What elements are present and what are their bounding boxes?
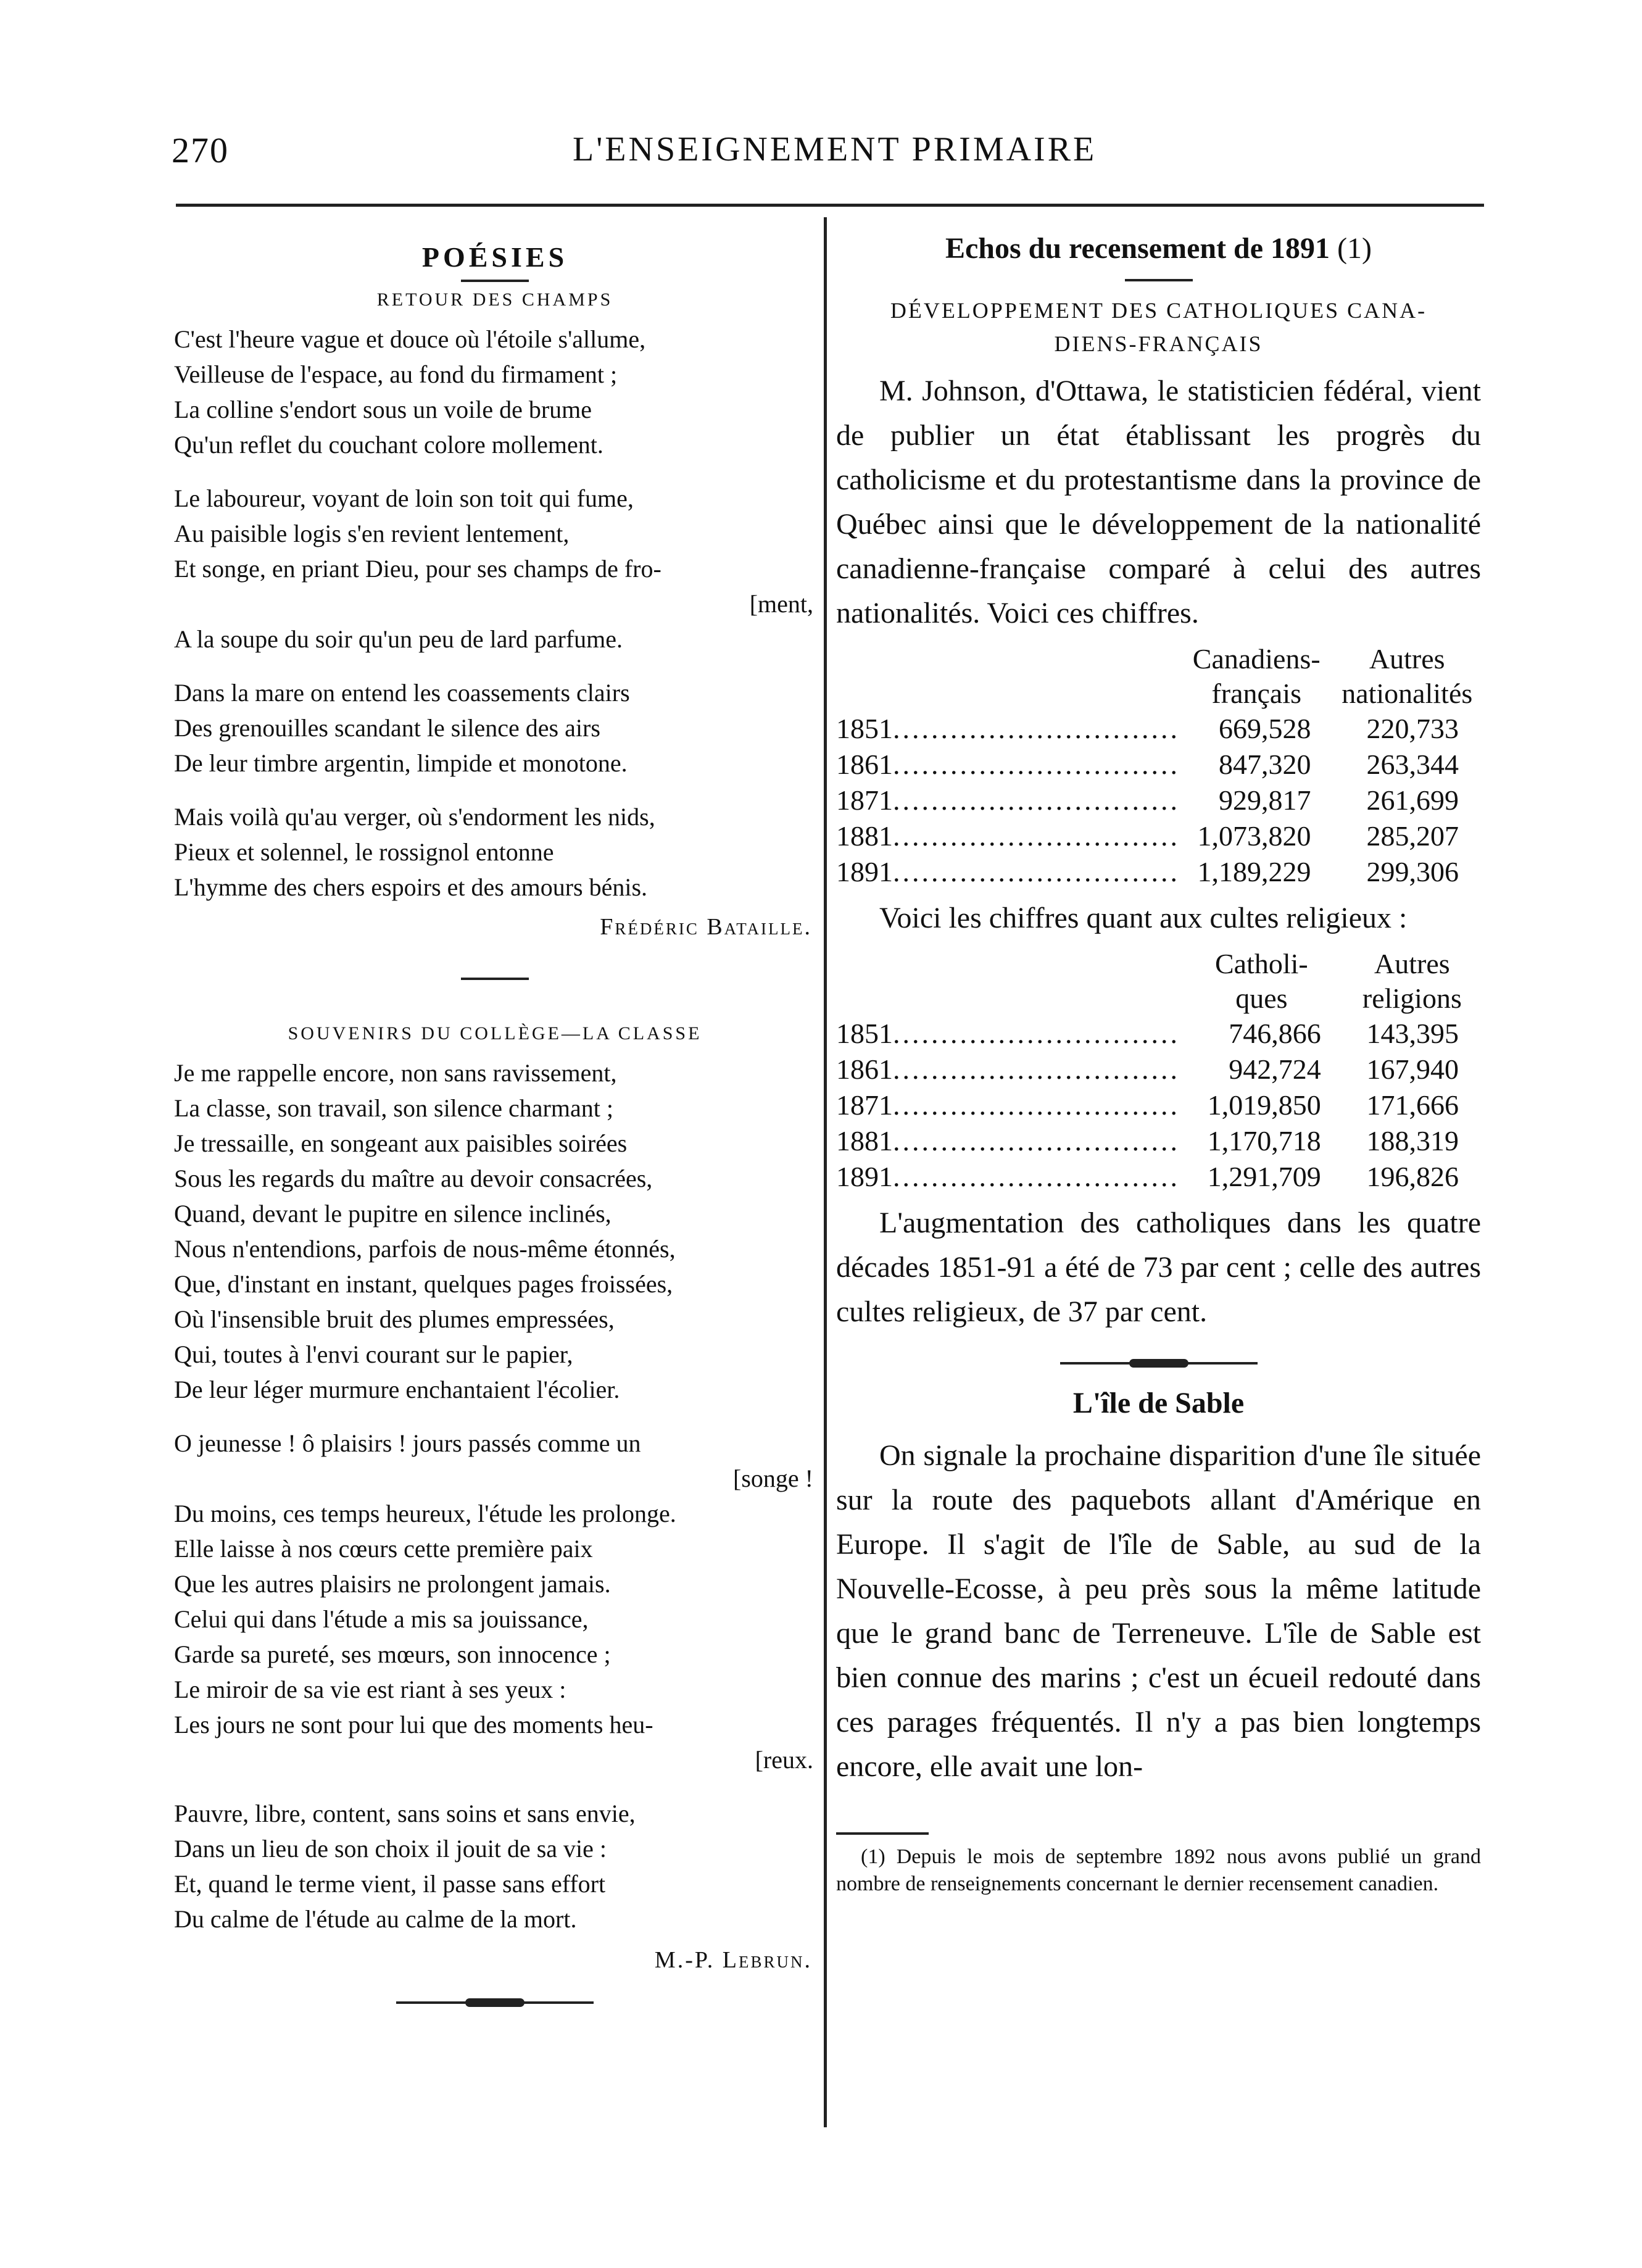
poem-line: Dans un lieu de son choix il jouit de sa vie :: [174, 1835, 607, 1863]
column-divider: [824, 217, 827, 2127]
poem-line: Pauvre, libre, content, sans soins et sans envie,: [174, 1800, 636, 1827]
stanza: [174, 675, 816, 781]
stanza: [174, 799, 816, 905]
poem-line: Sous les regards du maître au devoir consacrées,: [174, 1165, 653, 1192]
poem-line: Qui, toutes à l'envi courant sur le papier,: [174, 1340, 573, 1368]
table-row: 1891.............................. 1,189,229 299,306: [836, 856, 1459, 887]
stanza: [174, 481, 816, 657]
poem-line: Mais voilà qu'au verger, où s'endorment les nids,: [174, 803, 655, 831]
poem-line: Nous n'entendions, parfois de nous-même étonnés,: [174, 1235, 676, 1263]
stanza: [174, 322, 816, 462]
poem-line: Celui qui dans l'étude a mis sa jouissance,: [174, 1605, 589, 1633]
poem-line: Du calme de l'étude au calme de la mort.: [174, 1905, 577, 1933]
poem-line: A la soupe du soir qu'un peu de lard parfume.: [174, 625, 623, 653]
poem-line: De leur timbre argentin, limpide et monotone.: [174, 749, 628, 777]
footnote-ref: (1): [1337, 232, 1372, 265]
paragraph: Voici les chiffres quant aux cultes religieux :: [879, 902, 1408, 934]
poem-souvenirs-du-college: [174, 1055, 816, 1937]
poem-author: Frédéric Bataille.: [600, 914, 812, 940]
poem-line: Et, quand le terme vient, il passe sans effort: [174, 1870, 606, 1898]
column-header: Autres religions: [1362, 948, 1462, 1014]
population-table: [836, 642, 1481, 890]
poem-line: Quand, devant le pupitre en silence inclinés,: [174, 1200, 612, 1227]
poem-line: La colline s'endort sous un voile de brume: [174, 396, 592, 423]
poem-line: De leur léger murmure enchantaient l'écolier.: [174, 1376, 620, 1403]
title-rule: [1125, 279, 1193, 281]
poem-line: Elle laisse à nos cœurs cette première paix: [174, 1535, 593, 1563]
poem-line: Des grenouilles scandant le silence des airs: [174, 714, 600, 742]
poem-line: Du moins, ces temps heureux, l'étude les prolonge.: [174, 1500, 676, 1527]
page-number: 270: [172, 130, 229, 170]
poem-line: Que, d'instant en instant, quelques pages froissées,: [174, 1270, 673, 1298]
title-rule: [461, 280, 529, 282]
poem-title: RETOUR DES CHAMPS: [376, 289, 613, 310]
poem-line: Je tressaille, en songeant aux paisibles soirées: [174, 1129, 628, 1157]
paragraph: On signale la prochaine disparition d'une île située sur la route des paquebots allant d'Amérique en Europe. Il s'agit de l'île de Sable, au sud de la Nouvelle-Ecosse, à peu près sous la même latitude que le grand banc de Terreneuve. L'île de Sable est bien connue des marins ; c'est un écueil redouté dans ces parages fréquentés. Il n'y a pas bien longtemps encore, elle avait une lon-: [836, 1439, 1481, 1783]
header-rule: [176, 204, 1484, 207]
table-row: 1871.............................. 1,019,850 171,666: [836, 1089, 1459, 1121]
poem-line: Dans la mare on entend les coassements clairs: [174, 679, 630, 707]
stanza: [174, 1055, 816, 1407]
table-row: 1891.............................. 1,291,709 196,826: [836, 1161, 1459, 1192]
poem-line: Pieux et solennel, le rossignol entonne: [174, 838, 554, 866]
table-row: 1861.............................. 847,320 263,344: [836, 749, 1459, 780]
poem-line: C'est l'heure vague et douce où l'étoile s'allume,: [174, 325, 646, 353]
poem-line: Je me rappelle encore, non sans ravissement,: [174, 1059, 617, 1087]
column-header: Canadiens- français: [1192, 643, 1321, 709]
poem-line: Et songe, en priant Dieu, pour ses champs de fro-: [174, 555, 661, 583]
table-header-row: [836, 642, 1481, 711]
footnote: (1) Depuis le mois de septembre 1892 nous avons publié un grand nombre de renseignements concernant le dernier recensement canadien.: [836, 1845, 1481, 1895]
ornament-rule: [396, 1998, 594, 2007]
left-column: [174, 235, 816, 2032]
page-header: [172, 130, 1474, 185]
table-row: 1851.............................. 669,528 220,733: [836, 713, 1459, 744]
poem-line: Veilleuse de l'espace, au fond du firmament ;: [174, 360, 618, 388]
right-column: [836, 231, 1481, 1898]
poem-line: Que les autres plaisirs ne prolongent jamais.: [174, 1570, 611, 1598]
subtitle-line: DÉVELOPPEMENT DES CATHOLIQUES CANA-: [890, 298, 1427, 323]
poem-line: L'hymme des chers espoirs et des amours bénis.: [174, 873, 648, 901]
poem-retour-des-champs: [174, 322, 816, 905]
poem-title: SOUVENIRS DU COLLÈGE—LA CLASSE: [288, 1023, 702, 1044]
poem-line: Le laboureur, voyant de loin son toit qui fume,: [174, 484, 634, 512]
separator-rule: [461, 978, 529, 980]
poem-line: Le miroir de sa vie est riant à ses yeux :: [174, 1676, 566, 1703]
table-row: 1881.............................. 1,073,820 285,207: [836, 820, 1459, 852]
ornament-rule: [1060, 1359, 1258, 1368]
table-row: 1871.............................. 929,817 261,699: [836, 784, 1459, 816]
subtitle-line: DIENS-FRANÇAIS: [1054, 331, 1263, 356]
column-header: Autres nationalités: [1341, 643, 1473, 709]
table-header-row: [836, 947, 1481, 1016]
poem-line-continuation: [songe !: [733, 1464, 813, 1492]
subsection-title: L'île de Sable: [1072, 1387, 1245, 1419]
poem-line: Qu'un reflet du couchant colore mollement.: [174, 431, 603, 459]
poem-line: Les jours ne sont pour lui que des moments heu-: [174, 1711, 653, 1738]
poem-line: Où l'insensible bruit des plumes empressées,: [174, 1305, 615, 1333]
stanza: [174, 1426, 816, 1777]
article-title-text: Echos du recensement de 1891: [945, 232, 1330, 265]
paragraph: M. Johnson, d'Ottawa, le statisticien fédéral, vient de publier un état établissant les progrès du catholicisme et du protestantisme dans la province de Québec ainsi que le développement de la nationalité canadienne-française comparé à celui des autres nationalités. Voici ces chiffres.: [836, 375, 1481, 629]
poem-line: O jeunesse ! ô plaisirs ! jours passés comme un: [174, 1429, 641, 1457]
table-row: 1861.............................. 942,724 167,940: [836, 1053, 1459, 1085]
poem-line-continuation: [ment,: [749, 590, 813, 618]
article-subtitle: [836, 294, 1481, 360]
article-title: [836, 231, 1481, 265]
religion-table: [836, 947, 1481, 1195]
poem-author: M.-P. Lebrun.: [654, 1947, 812, 1973]
poem-line-continuation: [reux.: [755, 1746, 813, 1774]
footnote-rule: [836, 1832, 929, 1835]
table-row: 1881.............................. 1,170,718 188,319: [836, 1125, 1459, 1157]
column-header: Catholi- ques: [1214, 948, 1308, 1014]
poem-line: La classe, son travail, son silence charmant ;: [174, 1094, 613, 1122]
stanza: [174, 1796, 816, 1937]
running-title: L'ENSEIGNEMENT PRIMAIRE: [573, 130, 1097, 168]
section-title: POÉSIES: [421, 241, 568, 273]
table-row: 1851.............................. 746,866 143,395: [836, 1018, 1459, 1049]
poem-line: Garde sa pureté, ses mœurs, son innocence ;: [174, 1640, 611, 1668]
poem-line: Au paisible logis s'en revient lentement,: [174, 520, 570, 547]
paragraph: L'augmentation des catholiques dans les quatre décades 1851-91 a été de 73 par cent ; celle des autres cultes religieux, de 37 par cent.: [836, 1207, 1481, 1328]
